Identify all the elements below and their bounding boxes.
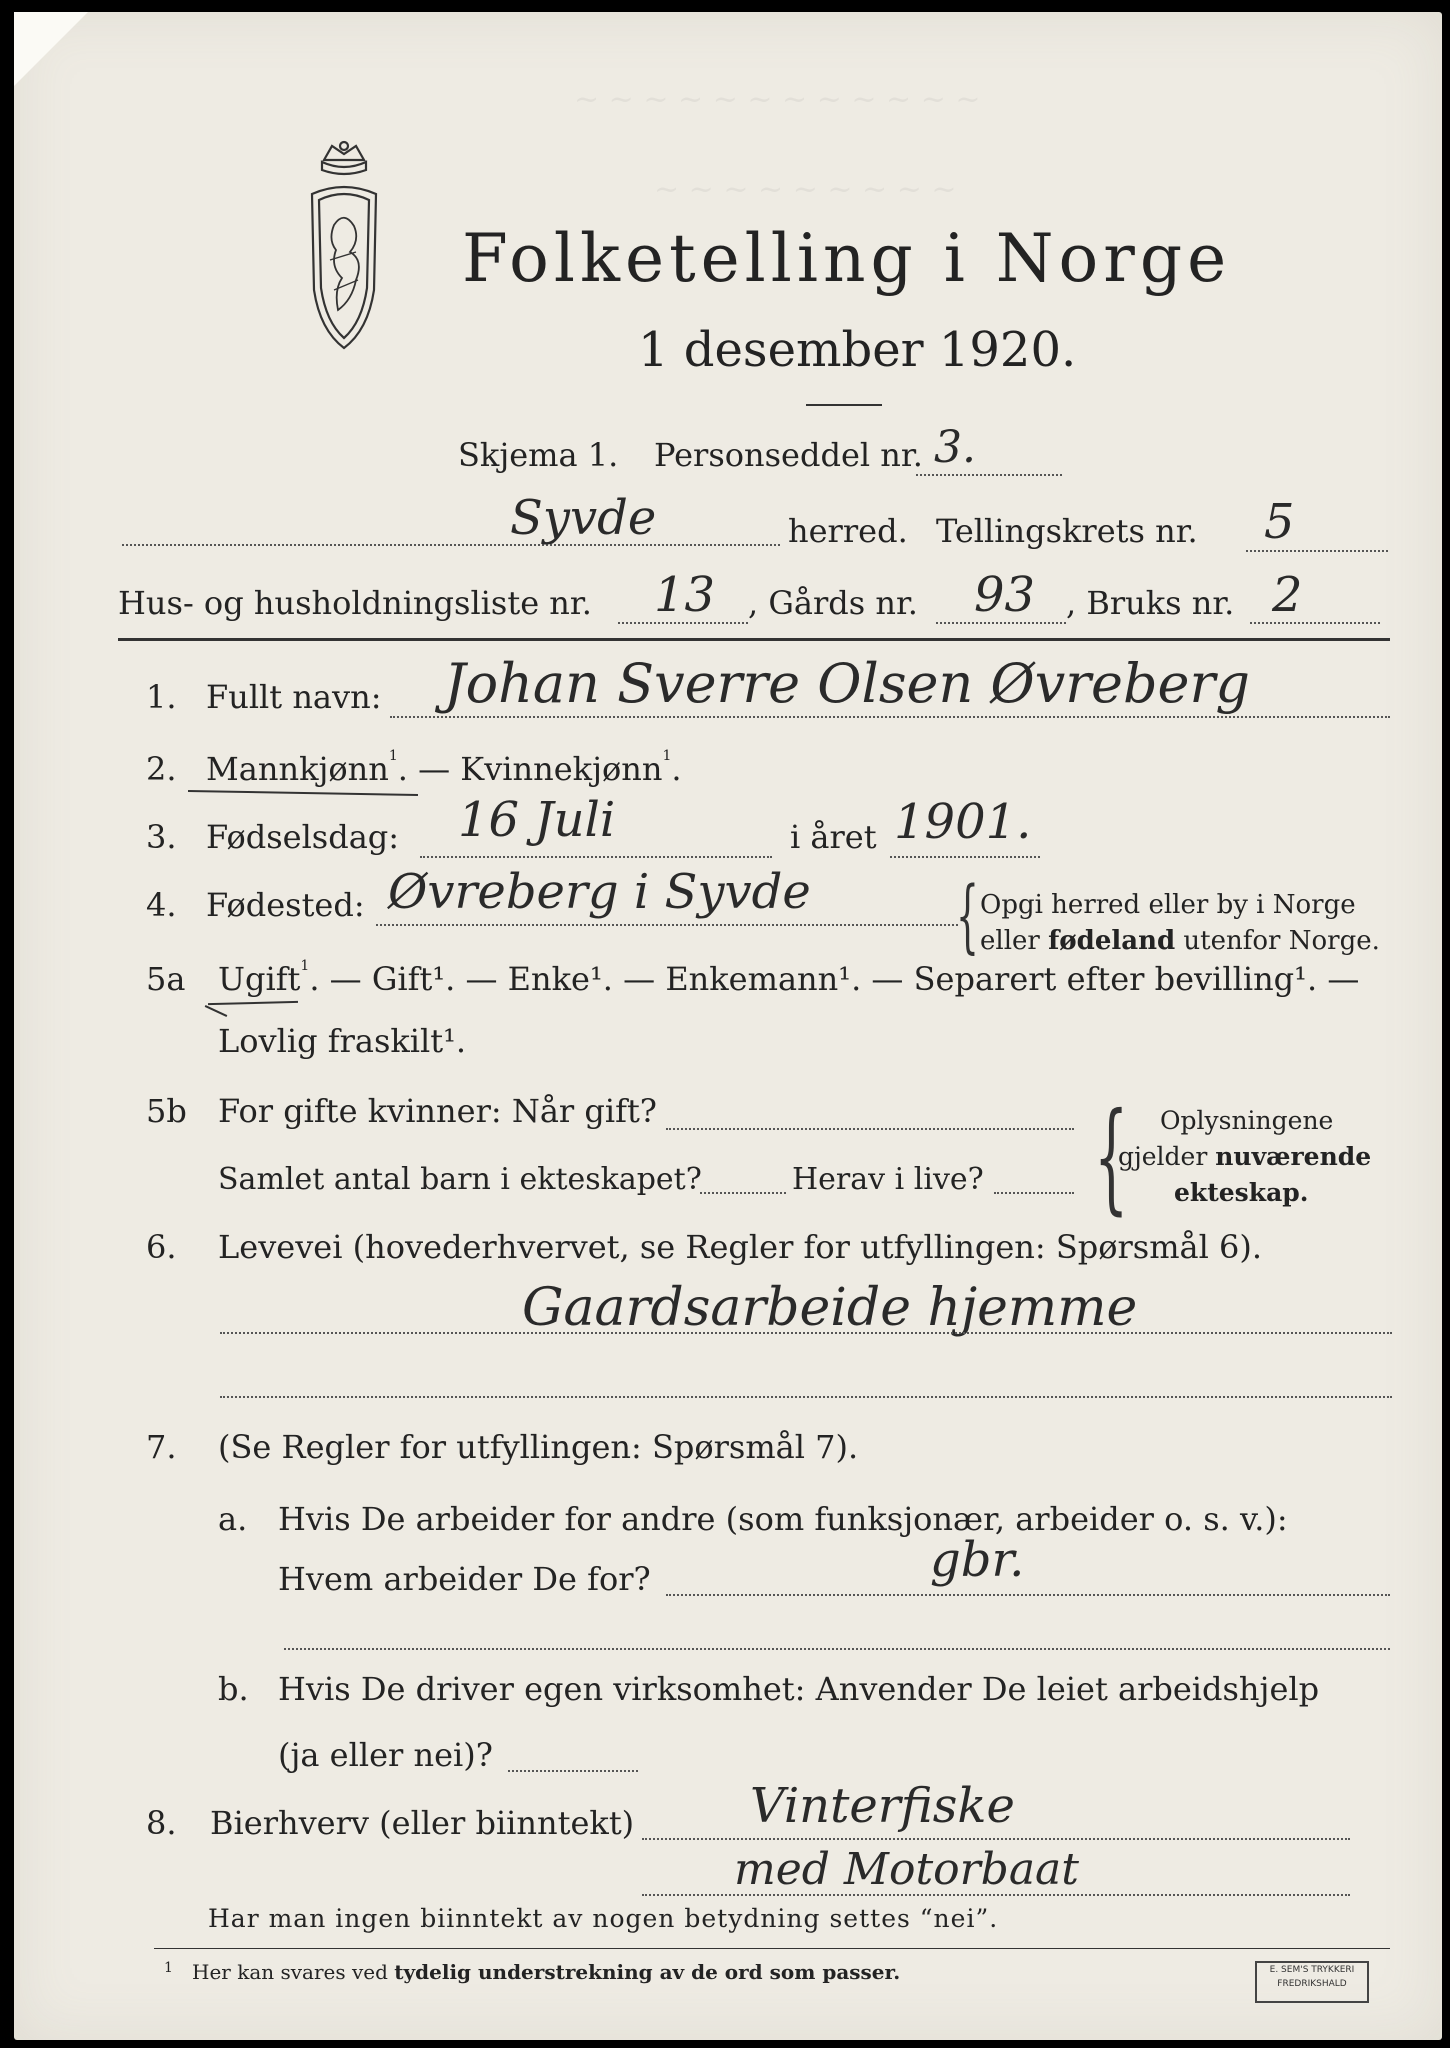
- dotted-line: [700, 1192, 786, 1194]
- q7b-letter: b.: [218, 1670, 249, 1708]
- bruks-label: , Bruks nr.: [1066, 584, 1235, 622]
- personseddel-value: 3.: [934, 422, 976, 473]
- q5a-line2: Lovlig fraskilt¹.: [218, 1022, 467, 1060]
- title-divider: [806, 404, 882, 406]
- dotted-line: [390, 716, 1390, 718]
- q7a-question: Hvem arbeider De for?: [278, 1560, 651, 1598]
- footnote-ref: 1: [662, 748, 672, 764]
- dotted-line: [284, 1648, 1390, 1650]
- footnote-ref: 1: [388, 748, 398, 764]
- footnote-mark: 1: [164, 1960, 173, 1976]
- form-title: Folketelling i Norge: [462, 220, 1232, 297]
- q6-label: Levevei (hovederhvervet, se Regler for utfyllingen: Spørsmål 6).: [218, 1228, 1263, 1266]
- stamp-line-1: E. SEM'S TRYKKERI: [1269, 1965, 1355, 1975]
- skjema-label: Skjema 1.: [458, 436, 619, 474]
- q5a-number: 5a: [146, 960, 186, 998]
- full-name-value: Johan Sverre Olsen Øvreberg: [444, 652, 1250, 715]
- note-bold: fødeland: [1048, 926, 1176, 956]
- dotted-line: [376, 924, 958, 926]
- q1-number: 1.: [146, 678, 177, 716]
- birthday-value: 16 Juli: [458, 792, 616, 848]
- census-form-page: [14, 12, 1442, 2040]
- footnote: [164, 1960, 900, 1984]
- form-date: 1 desember 1920.: [638, 322, 1077, 378]
- q7a-text: Hvis De arbeider for andre (som funksjonær, arbeider o. s. v.):: [278, 1500, 1288, 1538]
- dotted-line: [916, 474, 1062, 476]
- employer-value: gbr.: [930, 1532, 1025, 1588]
- hus-value: 13: [654, 567, 716, 623]
- birthplace-note-1: Opgi herred eller by i Norge: [980, 890, 1356, 920]
- note-bold: nuværende: [1215, 1142, 1372, 1171]
- dotted-line: [1246, 550, 1388, 552]
- q6-number: 6.: [146, 1228, 177, 1266]
- bleed-through: ~ ~ ~ ~ ~ ~ ~ ~ ~: [654, 172, 957, 207]
- underline-ugift: [208, 1001, 298, 1005]
- q2-number: 2.: [146, 750, 177, 788]
- marital-options: . — Gift¹. — Enke¹. — Enkemann¹. — Separert efter bevilling¹. —: [309, 960, 1360, 998]
- q8-label: Bierhverv (eller biinntekt): [210, 1804, 635, 1842]
- footnote-text: Her kan svares ved: [192, 1960, 395, 1984]
- footer-divider: [154, 1948, 1390, 1949]
- brace: {: [956, 869, 979, 962]
- q1-label: Fullt navn:: [206, 678, 382, 716]
- q7b-question: (ja eller nei)?: [278, 1736, 493, 1774]
- personseddel-label: Personseddel nr.: [654, 436, 923, 474]
- option-ugift: Ugift: [218, 960, 301, 998]
- dotted-line: [220, 1332, 1392, 1334]
- birthplace-value: Øvreberg i Syvde: [388, 864, 811, 920]
- side-income-value-2: med Motorbaat: [734, 1844, 1079, 1895]
- q7-number: 7.: [146, 1428, 177, 1466]
- dotted-line: [508, 1770, 638, 1772]
- birthplace-note-2: [980, 926, 1380, 956]
- underline-mannkjonn: [188, 790, 418, 796]
- note-text: eller: [980, 926, 1049, 956]
- q8-number: 8.: [146, 1804, 177, 1842]
- side-income-value-1: Vinterfiske: [750, 1778, 1015, 1834]
- underline-mark: [205, 1005, 228, 1017]
- stamp-line-2: FREDRIKSHALD: [1277, 1979, 1347, 1989]
- bruks-value: 2: [1272, 567, 1303, 623]
- period: .: [671, 750, 682, 788]
- separator: . —: [397, 750, 461, 788]
- year-label: i året: [790, 818, 877, 856]
- q7b-text: Hvis De driver egen virksomhet: Anvender De leiet arbeidshjelp: [278, 1670, 1320, 1708]
- dotted-line: [1250, 622, 1380, 624]
- q5b-note-3: ekteskap.: [1174, 1178, 1309, 1207]
- option-kvinnekjonn: Kvinnekjønn: [460, 750, 663, 788]
- section-divider: [118, 638, 1390, 641]
- bleed-through: ~ ~ ~ ~ ~ ~ ~ ~ ~ ~ ~ ~: [574, 82, 981, 117]
- q4-label: Fødested:: [206, 886, 365, 924]
- folded-corner: [14, 12, 88, 86]
- q7a-letter: a.: [218, 1500, 248, 1538]
- dotted-line: [666, 1594, 1390, 1596]
- herred-label: herred.: [788, 512, 908, 550]
- footnote-text: av de ord som passer.: [652, 1960, 901, 1984]
- dotted-line: [220, 1396, 1392, 1398]
- brace: {: [1094, 1088, 1129, 1227]
- coat-of-arms-icon: [294, 140, 394, 355]
- biinntekt-note: Har man ingen biinntekt av nogen betydning settes “nei”.: [208, 1904, 999, 1933]
- printer-stamp: [1255, 1961, 1369, 2003]
- dotted-line: [994, 1192, 1074, 1194]
- q3-label: Fødselsdag:: [206, 818, 400, 856]
- dotted-line: [420, 856, 772, 858]
- footnote-ref: 1: [300, 958, 310, 974]
- gards-label: , Gårds nr.: [748, 584, 918, 622]
- occupation-value: Gaardsarbeide hjemme: [522, 1278, 1138, 1338]
- option-mannkjonn: Mannkjønn: [206, 750, 389, 788]
- q4-number: 4.: [146, 886, 177, 924]
- herred-value: Syvde: [510, 490, 657, 546]
- note-text: gjelder: [1118, 1142, 1216, 1171]
- note-text: utenfor Norge.: [1175, 926, 1380, 956]
- dotted-line: [122, 544, 780, 546]
- gards-value: 93: [974, 567, 1036, 623]
- q5b-note-1: Oplysningene: [1160, 1106, 1334, 1135]
- q5b-line1: For gifte kvinner: Når gift?: [218, 1092, 657, 1130]
- dotted-line: [666, 1128, 1074, 1130]
- q5b-line2a: Samlet antal barn i ekteskapet?: [218, 1162, 702, 1197]
- q2-options: [206, 750, 682, 788]
- dotted-line: [642, 1838, 1350, 1840]
- q5b-note-2: [1118, 1142, 1371, 1171]
- q5b-line2b: Herav i live?: [792, 1162, 984, 1197]
- tellingskrets-value: 5: [1264, 494, 1295, 550]
- q3-number: 3.: [146, 818, 177, 856]
- hus-label: Hus- og husholdningsliste nr.: [118, 584, 592, 622]
- q5b-number: 5b: [146, 1092, 187, 1130]
- footnote-bold: tydelig understrekning: [394, 1960, 653, 1984]
- q7-label: (Se Regler for utfyllingen: Spørsmål 7).: [218, 1428, 859, 1466]
- dotted-line: [890, 856, 1040, 858]
- birth-year-value: 1901.: [894, 794, 1032, 850]
- tellingskrets-label: Tellingskrets nr.: [936, 512, 1198, 550]
- q5a-options: [218, 960, 1359, 998]
